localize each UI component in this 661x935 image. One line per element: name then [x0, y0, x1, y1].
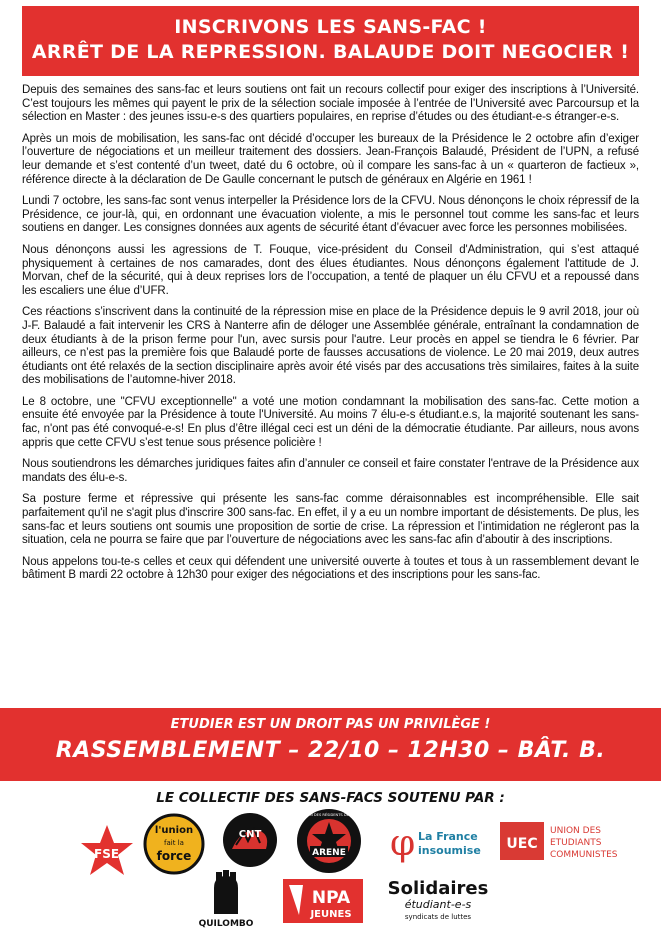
- solidaires-label-3: syndicats de luttes: [404, 913, 472, 921]
- lfi-logo: [388, 822, 488, 864]
- uec-label-3: COMMUNISTES: [550, 850, 618, 860]
- quilombo-label: QUILOMBO: [198, 919, 254, 929]
- uec-label-2: ETUDIANTS: [550, 838, 602, 848]
- paragraph: Après un mois de mobilisation, les sans-fac ont décidé d’occuper les bureaux de la Présidence le 2 octobre afin d’exiger l’ouverture de négociations et un meilleur traitement des dossiers. Jean-François Balaudé, Président de l’UPN, a refusé leur demande et s’est contenté d’un tweet, daté du 6 octobre, où il compare les sans-fac à un « quarteron de factieux », référence directe à la déclaration de De Gaulle concernant le putsch de généraux en Algérie en 1961 !: [22, 132, 639, 186]
- cnt-logo: [222, 811, 278, 869]
- arene-ring-label: ASSOCIATION DES RÉSIDENTS DE NANTERRE: [288, 813, 370, 817]
- solidaires-label-1: Solidaires: [387, 878, 489, 899]
- header-banner: [22, 6, 639, 76]
- quilombo-logo: [196, 866, 256, 928]
- union-label-2: fait la: [164, 839, 184, 847]
- fse-logo: [78, 823, 136, 879]
- uec-logo: [500, 822, 640, 862]
- article-body: [22, 84, 639, 591]
- union-label-1: l'union: [154, 825, 194, 836]
- npa-label: NPA: [311, 888, 351, 908]
- uec-label-1: UNION DES: [550, 826, 601, 836]
- paragraph: Nous appelons tou-te-s celles et ceux qui défendent une université ouverte à toutes et tous à un rassemblement devant le bâtiment B mardi 22 octobre à 12h30 pour exiger des négociations et des inscriptions pour les sans-fac.: [22, 555, 639, 582]
- svg-text:φ: φ: [390, 823, 416, 864]
- paragraph: Ces réactions s’inscrivent dans la continuité de la répression mise en place de la Présidence depuis le 9 avril 2018, jour où J-F. Balaudé a fait intervenir les CRS à Nanterre afin de déloger une Assemblée générale, entraînant la condamnation de deux étudiants à de la prison ferme pour l'un, avec sursis pour l'autre. Leur procès en appel se tiendra le 6 février. Par ailleurs, ce n’est pas la première fois que Balaudé porte de fausses accusations de violence. Le 20 mai 2019, deux autres étudiants ont été relaxés de la section disciplinaire après avoir été visés par des accusations très similaires, faites à la suite des mobilisations de l’automne-hiver 2018.: [22, 306, 639, 387]
- paragraph: Le 8 octobre, une "CFVU exceptionnelle" a voté une motion condamnant la mobilisation des sans-fac. Cette motion a ensuite été envoyée par la Présidence à toute l'Université. Au moins 7 élu-e-s étudiant.e.s, la majorité soutenant les sans-fac, n'ont pas été convoqué-e-s! En plus d’être illégal ceci est un déni de la démocratie étudiante. Par ailleurs, nous avons appris que cette CFVU s’est tenue sous présence policière !: [22, 395, 639, 449]
- event-announcement: RASSEMBLEMENT – 22/10 – 12H30 – BÂT. B.: [55, 738, 606, 763]
- cnt-label: CNT: [238, 829, 262, 840]
- uec-mark: UEC: [506, 836, 538, 852]
- solidaires-label-2: étudiant-e-s: [404, 898, 472, 911]
- arene-logo: [288, 808, 370, 874]
- lfi-label-1: La France: [418, 830, 478, 843]
- supporters-title: LE COLLECTIF DES SANS-FACS SOUTENU PAR :: [156, 790, 505, 806]
- paragraph: Depuis des semaines des sans-fac et leurs soutiens ont fait un recours collectif pour exiger des inscriptions à l’Université. C’est toujours les mêmes qui payent le prix de la sélection sociale imposée à l’entrée de l’Université avec Parcoursup et la sélection en Master : des jeunes issu-e-s des quartiers populaires, en reprise d’études ou des étudiant-e-s étranger-e-s.: [22, 84, 639, 124]
- lfi-label-2: insoumise: [418, 844, 481, 857]
- header-title-line2: ARRÊT DE LA REPRESSION. BALAUDE DOIT NEGOCIER !: [31, 41, 630, 63]
- paragraph: Sa posture ferme et répressive qui présente les sans-fac comme déraisonnables est incompréhensible. Elle sait parfaitement qu'il ne s'agit plus d'inscrire 300 sans-fac. En effet, il y a eu un nombre important de désistements. De plus, les sans-fac et leurs soutiens ont soumis une proposition de sortie de crise. La répression et l’intimidation ne régleront pas la situation, cela ne pourra se faire que par l’ouverture de négociations avec les sans-fac afin d’aboutir à des inscriptions.: [22, 493, 639, 547]
- paragraph: Nous soutiendrons les démarches juridiques faites afin d’annuler ce conseil et faire constater l'entrave de la Présidence aux mandats des élu-e-s.: [22, 458, 639, 484]
- paragraph: Lundi 7 octobre, les sans-fac sont venus interpeller la Présidence lors de la CFVU. Nous dénonçons le choix répressif de la Présidence, ce jour-là, qui, en ordonnant une évacuation violente, a mis le personnel tout comme les sans-fac et leurs soutiens en danger. Les consignes données aux agents de sécurité étant d’évacuer avec force les personnes mobilisées.: [22, 195, 639, 235]
- npa-jeunes-logo: [283, 879, 363, 923]
- slogan: ETUDIER EST UN DROIT PAS UN PRIVILÈGE !: [170, 717, 491, 732]
- paragraph: Nous dénonçons aussi les agressions de T. Fouque, vice-président du Conseil d'Administration, qui s’est attaqué physiquement à certaines de nos camarades, dont des élues étudiantes. Nous dénonçons également l'attitude de J. Morvan, chef de la sécurité, qui à deux reprises lors de l’occupation, a tenté de plaquer un élu CFVU et a repoussé dans les escaliers une élue d’UFR.: [22, 243, 639, 297]
- footer-banner: [0, 708, 661, 781]
- npa-jeunes-label: JEUNES: [310, 909, 352, 920]
- solidaires-logo: [388, 872, 488, 924]
- header-title-line1: INSCRIVONS LES SANS-FAC !: [174, 16, 487, 38]
- arene-label: ARENE: [312, 848, 346, 858]
- fse-label: FSE: [94, 847, 120, 861]
- union-label-3: force: [156, 849, 192, 863]
